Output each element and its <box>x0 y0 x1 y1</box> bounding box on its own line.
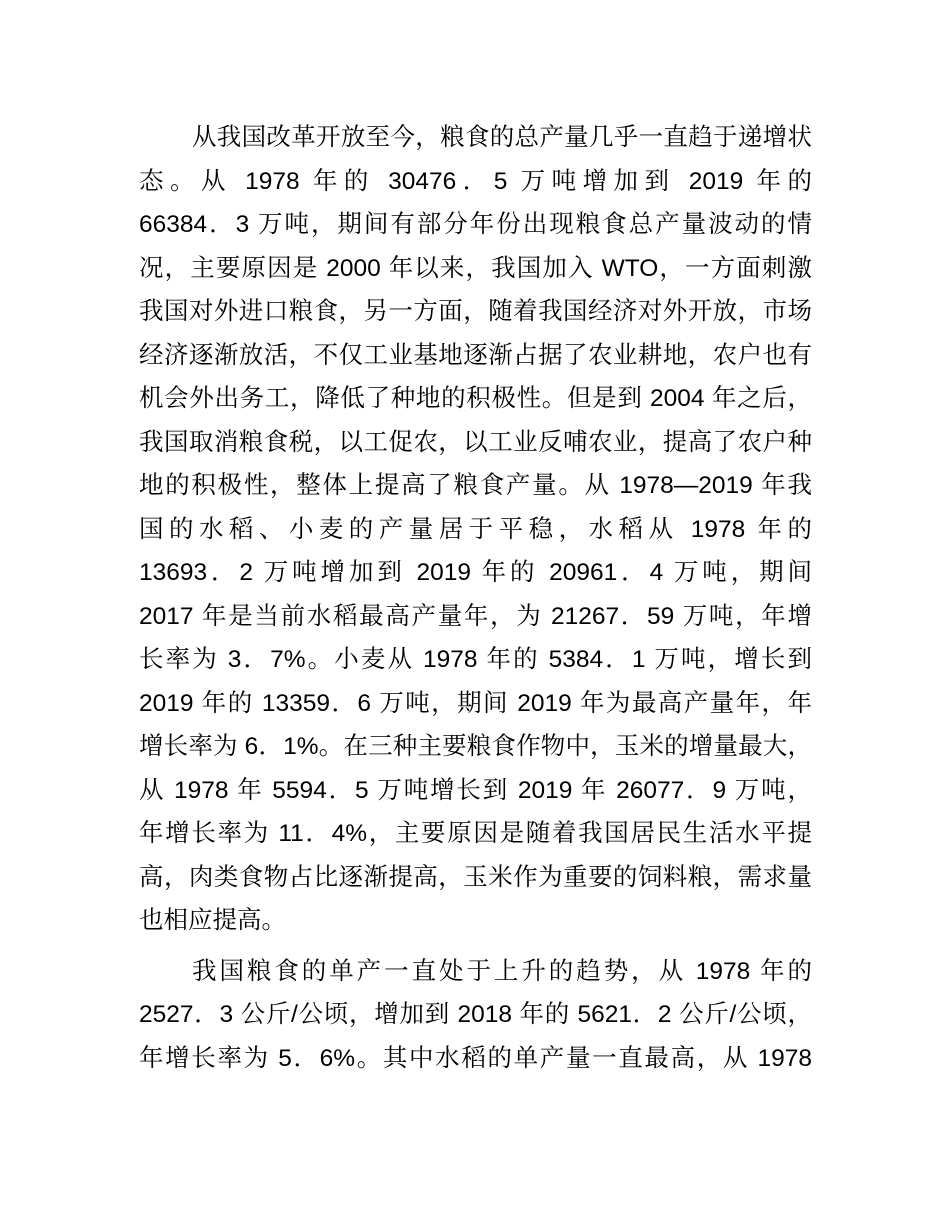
text-line: 增长率为 6．1%。在三种主要粮食作物中，玉米的增量最大， <box>139 733 812 760</box>
text-line: 国的水稻、小麦的产量居于平稳，水稻从 1978 年的 <box>139 515 812 543</box>
text-line: 年增长率为 11．4%，主要原因是随着我国居民生活水平提 <box>139 820 812 847</box>
paragraph <box>139 950 812 1081</box>
text-line: 2527．3 公斤/公顷，增加到 2018 年的 5621．2 公斤/公顷， <box>139 1001 812 1028</box>
text-line: 2019 年的 13359．6 万吨，期间 2019 年为最高产量年，年 <box>139 689 812 717</box>
text-line: 况，主要原因是 2000 年以来，我国加入 WTO，一方面刺激 <box>139 254 812 282</box>
text-line: 年增长率为 5．6%。其中水稻的单产量一直最高，从 1978 <box>139 1044 812 1072</box>
text-block <box>139 116 812 1080</box>
text-line: 地的积极性，整体上提高了粮食产量。从 1978—2019 年我 <box>139 472 812 499</box>
text-line: 从我国改革开放至今，粮食的总产量几乎一直趋于递增状 <box>192 124 812 151</box>
text-line: 我国取消粮食税，以工促农，以工业反哺农业，提高了农户种 <box>139 428 812 456</box>
text-line: 从 1978 年 5594．5 万吨增长到 2019 年 26077．9 万吨， <box>139 776 812 804</box>
text-line: 66384．3 万吨，期间有部分年份出现粮食总产量波动的情 <box>139 211 812 238</box>
text-line: 长率为 3．7%。小麦从 1978 年的 5384．1 万吨，增长到 <box>139 646 812 673</box>
text-line: 态。从 1978 年的 30476．5 万吨增加到 2019 年的 <box>139 167 812 195</box>
text-line: 我国粮食的单产一直处于上升的趋势，从 1978 年的 <box>192 957 812 985</box>
paragraph <box>139 116 812 943</box>
text-line: 机会外出务工，降低了种地的积极性。但是到 2004 年之后， <box>139 385 812 412</box>
text-line: 高，肉类食物占比逐渐提高，玉米作为重要的饲料粮，需求量 <box>139 863 812 891</box>
text-line: 也相应提高。 <box>139 907 286 934</box>
text-line: 13693．2 万吨增加到 2019 年的 20961．4 万吨，期间 <box>139 559 812 586</box>
text-line: 经济逐渐放活，不仅工业基地逐渐占据了农业耕地，农户也有 <box>139 341 812 369</box>
text-line: 2017 年是当前水稻最高产量年，为 21267．59 万吨，年增 <box>139 602 812 630</box>
text-line: 我国对外进口粮食，另一方面，随着我国经济对外开放，市场 <box>139 298 812 325</box>
